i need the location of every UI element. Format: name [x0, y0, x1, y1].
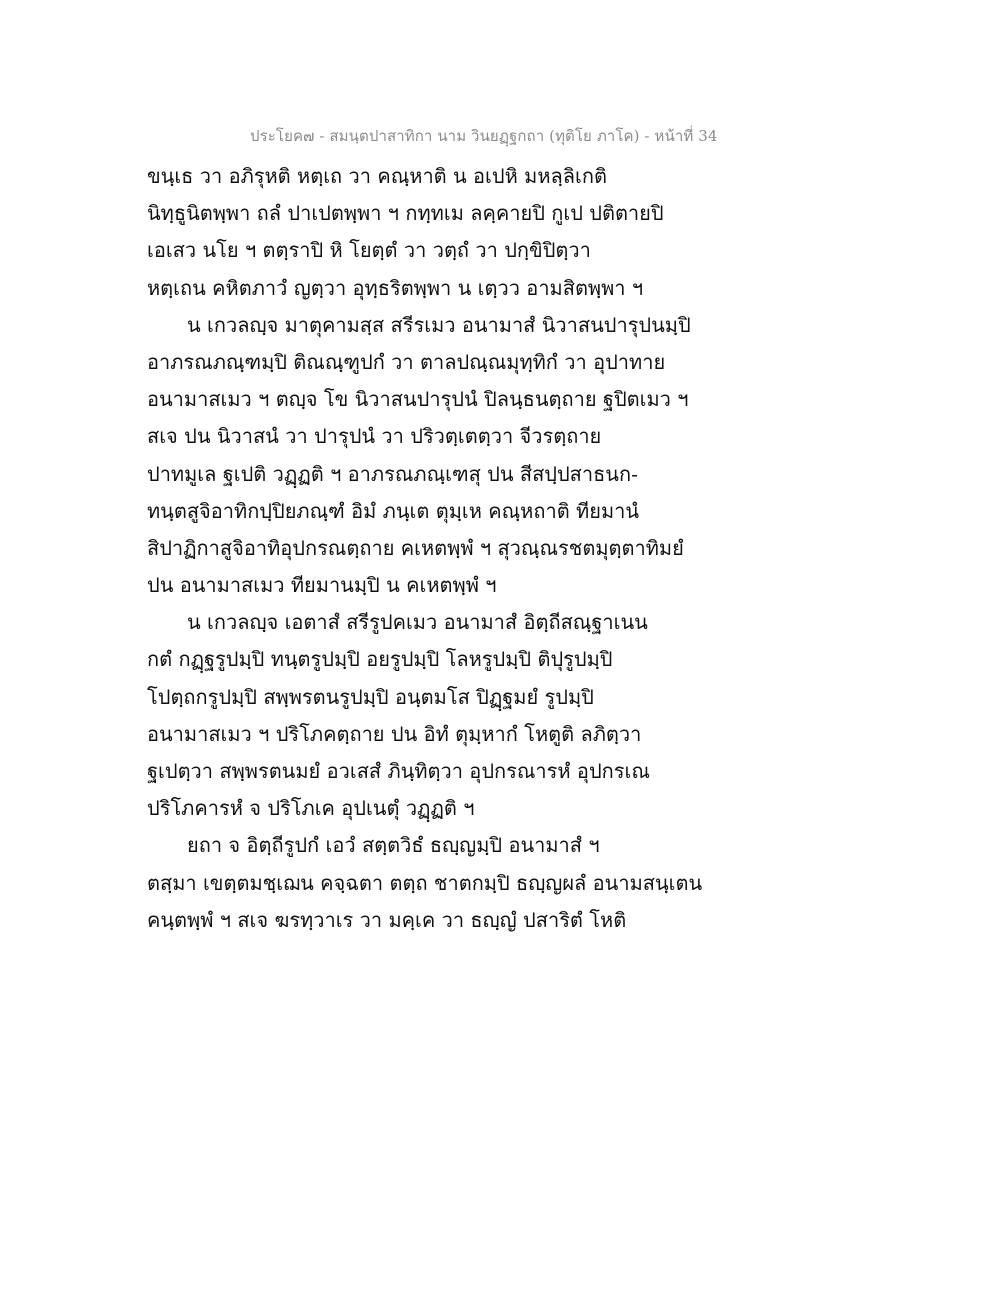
text-line: คนฺตพฺพํ ฯ สเจ ฆรทฺวาเร วา มคฺเค วา ธญฺญํ ปสาริตํ โหติ	[147, 907, 627, 932]
paragraph-first-line: ยถา จ อิตฺถีรูปกํ เอวํ สตฺตวิธํ ธญฺญมฺปิ อนามาสํ ฯ	[187, 833, 600, 858]
text-line: ฐเปตฺวา สพฺพรตนมยํ อวเสสํ ภินฺทิตฺวา อุปกรณารหํ อุปกรเณ	[147, 759, 650, 783]
text-line: โปตฺถกรูปมฺปิ สพฺพรตนรูปมฺปิ อนฺตมโส ปิฏฺฐมยํ รูปมฺปิ	[147, 684, 594, 709]
text-line: ปาทมูเล ฐเปติ วฏฺฏติ ฯ อาภรณภณฺเฑสุ ปน สีสปฺปสาธนก-	[147, 461, 638, 486]
text-line: สิปาฏิกาสูจิอาทิอุปกรณตฺถาย คเหตพฺพํ ฯ สุวณฺณรชตมุตฺตาทิมยํ	[147, 535, 684, 560]
text-line: ทนฺตสูจิอาทิกปฺปิยภณฺฑํ อิมํ ภนฺเต ตุมฺเห คณฺหถาติ ทียมานํ	[147, 498, 640, 523]
text-line: ปน อนามาสเมว ทียมานมฺปิ น คเหตพฺพํ ฯ	[147, 573, 497, 598]
paragraph-first-line: น เกวลญฺจ เอตาสํ สรีรูปคเมว อนามาสํ อิตฺถีสณฺฐาเนน	[187, 610, 648, 635]
text-line: ขนฺเธ วา อภิรุหติ หตฺเถ วา คณฺหาติ น อเปหิ มหลฺลิเกติ	[147, 164, 607, 188]
text-line: สเจ ปน นิวาสนํ วา ปารุปนํ วา ปริวตฺเตตฺวา จีวรตฺถาย	[147, 424, 602, 449]
text-line: อาภรณภณฺฑมฺปิ ติณณฺฑูปกํ วา ตาลปณฺณมุทฺทิกํ วา อุปาทาย	[147, 349, 666, 374]
text-line: กตํ กฏฺฐรูปมฺปิ ทนฺตรูปมฺปิ อยรูปมฺปิ โลหรูปมฺปิ ติปุรูปมฺปิ	[147, 647, 613, 672]
text-line: อนามาสเมว ฯ ปริโภคตฺถาย ปน อิทํ ตุมฺหากํ โหตูติ ลภิตฺวา	[147, 721, 642, 746]
paragraph-first-line: น เกวลญฺจ มาตุคามสฺส สรีรเมว อนามาสํ นิวาสนปารุปนมฺปิ	[187, 312, 691, 337]
text-line: ปริโภคารหํ จ ปริโภเค อุปเนตุํ วฏฺฏติ ฯ	[147, 796, 475, 821]
text-line: อนามาสเมว ฯ ตญฺจ โข นิวาสนปารุปนํ ปิลนฺธนตฺถาย ฐปิตเมว ฯ	[147, 387, 689, 412]
text-line: หตฺเถน คหิตภาวํ ญตฺวา อุทฺธริตพฺพา น เตฺวว อามสิตพฺพา ฯ	[147, 275, 644, 300]
text-line: ตสฺมา เขตฺตมชฺเฌน คจฺฉตา ตตฺถ ชาตกมฺปิ ธญฺญผลํ อนามสนฺเตน	[147, 870, 703, 895]
body-text	[147, 158, 707, 939]
text-line: นิทฺธูนิตพฺพา ถลํ ปาเปตพฺพา ฯ กทฺทเม ลคฺคายปิ กูเป ปติตายปิ	[147, 201, 664, 226]
text-line: เอเสว นโย ฯ ตตฺราปิ หิ โยตฺตํ วา วตฺถํ วา ปกฺขิปิตฺวา	[147, 238, 591, 263]
running-header: ประโยค๗ - สมนฺตปาสาทิกา นาม วินยฏฺฐกถา (ทุติโย ภาโค) - หน้าที่ 34	[250, 127, 718, 145]
